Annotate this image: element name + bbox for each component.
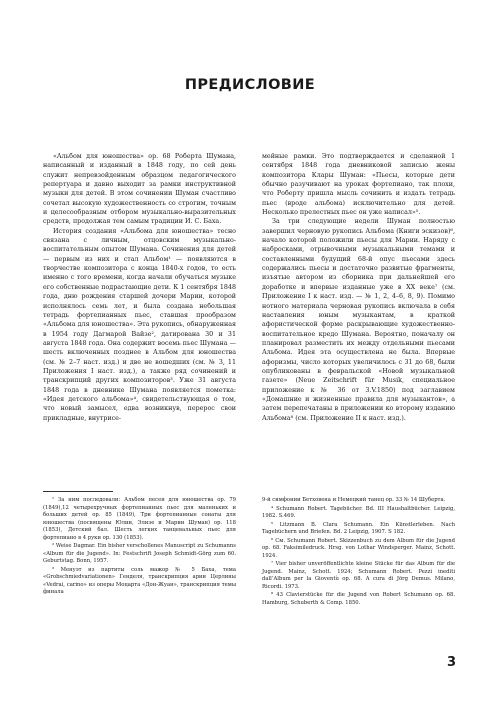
footnote: ³ Менуэт из партиты соль мажор № 5 Баха, тема «Grobschmiedvariationen» Генделя, транскрипция арии Церлины «Vedrai, carino» из оперы Моцарта «Дон-Жуан», транскрипция темы финала bbox=[43, 566, 236, 595]
right-text-column bbox=[262, 152, 455, 423]
footnote: ² Weise Dagmar. Ein bisher verschollenes Manuscript zu Schumanns «Album für die Jugend». In: Festschrift Joseph Schmidt-Görg zum 60. Geburtstag. Bonn, 1957. bbox=[43, 543, 236, 564]
footnote: ⁶ См. Schumann Robert. Skizzenbuch zu dem Album für die Jugend op. 68. Faksimiledruck. Hrsg. von Lothar Windsperger. Mainz, Schott. 1924. bbox=[262, 537, 455, 559]
footnote-divider bbox=[43, 491, 113, 492]
footnote: ¹ За ним последовали: Альбом песен для юношества ор. 79 (1849),12 четырехручных фортепианных пьес для маленьких и больших детей ор. 85 (1849), Три фортепианные сонаты для юношества (посвящены Юлии, Элизе и Марии Шуман) ор. 118 (1853), Детский бал. Шесть легких танцевальных пьес для фортепиано в 4 руки ор. 130 (1853). bbox=[43, 497, 236, 541]
footnote: ⁸ 43 Clavierstücke für die Jugend von Robert Schumann op. 68. Hamburg, Schuberth & Comp. 1850. bbox=[262, 592, 455, 606]
footnote: ⁷ Vier bisher unveröffentlichte kleine Stücke für das Album für die Jugend. Mainz, Schott. 1924; Schumann Robert. Pezzi inediti dall’Album per la Gioventù op. 68. A cura di Jörg Demus. Milano, Ricordi. 1973. bbox=[262, 561, 455, 590]
footnote: ⁴ Schumann Robert. Tagebücher. Bd. III Haushaltbücher. Leipzig, 1982. S.469. bbox=[262, 505, 455, 519]
footnote: ⁵ Litzmann B. Clara Schumann. Ein Künstlerleben. Nach Tagebüchern und Briefen. Bd. 2 Leipzig, 1907. S 182. bbox=[262, 521, 455, 535]
footnotes-right bbox=[262, 497, 455, 608]
footnotes-left bbox=[43, 497, 236, 598]
paragraph: История создания «Альбома для юношества» тесно связана с личным, отцовским музыкально-воспитательным опытом Шумана. Сочинения для детей — первым из них и стал Альбом¹ — появляются в творчестве композитора с конца 1840-х годов, то есть именно с того времени, когда начали обучаться музыке его собственные подрастающие дети. К 1 сентября 1848 года, дню рождения старшей дочери Марии, которой исполнялось семь лет, и была создана небольшая тетрадь фортепианных пьес, ставшая прообразом «Альбома для юношества». Эта рукопись, обнаруженная в 1954 году Дагмарой Вайзе², датирована 30 и 31 августа 1848 года. Она содержит восемь пьес Шумана — шесть включенных позднее в Альбом для юношества (см. № 2–7 наст. изд.) и две не вошедших (см. № 3, 11 Приложения I наст. изд.), а также ряд сочинений и транскрипций других композиторов³. Уже 31 августа 1848 года в дневнике Шумана появляется пометка: «Идея детского альбома»⁴, свидетельствующая о том, что новый замысел, едва возникнув, перерос свои прикладные, внутрисе- bbox=[43, 227, 236, 422]
paragraph: «Альбом для юношества» ор. 68 Роберта Шумана, написанный и изданный в 1848 году, по сей день служит непревзойденным образцом педагогического репертуара и давно выходит за рамки инструктивной музыки для детей. В этом сочинении Шуман счастливо сочетал высокую художественность со строгим, точным и целесообразным отбором музыкально-выразительных средств, продолжая тем самым традиции И. С. Баха. bbox=[43, 153, 236, 226]
left-text-column bbox=[43, 152, 236, 423]
footnote: 9-й симфонии Бетховена и Немецкий танец ор. 33 № 14 Шуберта. bbox=[262, 497, 446, 503]
paragraph: мейные рамки. Это подтверждается и сделанной 1 сентября 1848 года дневниковой записью жены композитора Клары Шуман: «Пьесы, которые дети обычно разучивают на уроках фортепиано, так плохи, что Роберту пришла мысль сочинить и издать тетрадь пьес (вроде альбома) исключительно для детей. Несколько прелестных пьес он уже написал»⁵. bbox=[262, 153, 455, 217]
paragraph: За три следующие недели Шуман полностью завершил черновую рукопись Альбома (Книги эскизов)⁶, начало которой положили пьесы для Марии. Наряду с набросками, отрывочными музыкальными темами и составленными будущий 68-й опус пьесами здесь содержались пьесы и достаточно развитые фрагменты, изъятые автором из сборника при дальнейшей его доработке и впервые изданные уже в XX веке⁷ (см. Приложение I к наст. изд. — № 1, 2, 4–6, 8, 9). Помимо нотного материала черновая рукопись включала в себя наставления юным музыкантам, в краткой афористической форме раскрывающие художественно-воспитательное кредо Шумана. Вероятно, поначалу он планировал разместить их между отдельными пьесами Альбома. Идея эта осуществлена не была. Впервые афоризмы, число которых увеличилось с 31 до 68, были опубликованы в февральской «Новой музыкальной газете» (Neue Zeitschrift für Musik, специальное приложение к № 36 от 3.V.1850) под заглавием «Домашние и жизненные правила для музыкантов», а затем перепечатаны в приложении ко второму изданию Альбома⁸ (см. Приложение II к наст. изд.). bbox=[262, 218, 455, 422]
page-title: ПРЕДИСЛОВИЕ bbox=[184, 77, 316, 93]
page-number: 3 bbox=[446, 655, 456, 670]
